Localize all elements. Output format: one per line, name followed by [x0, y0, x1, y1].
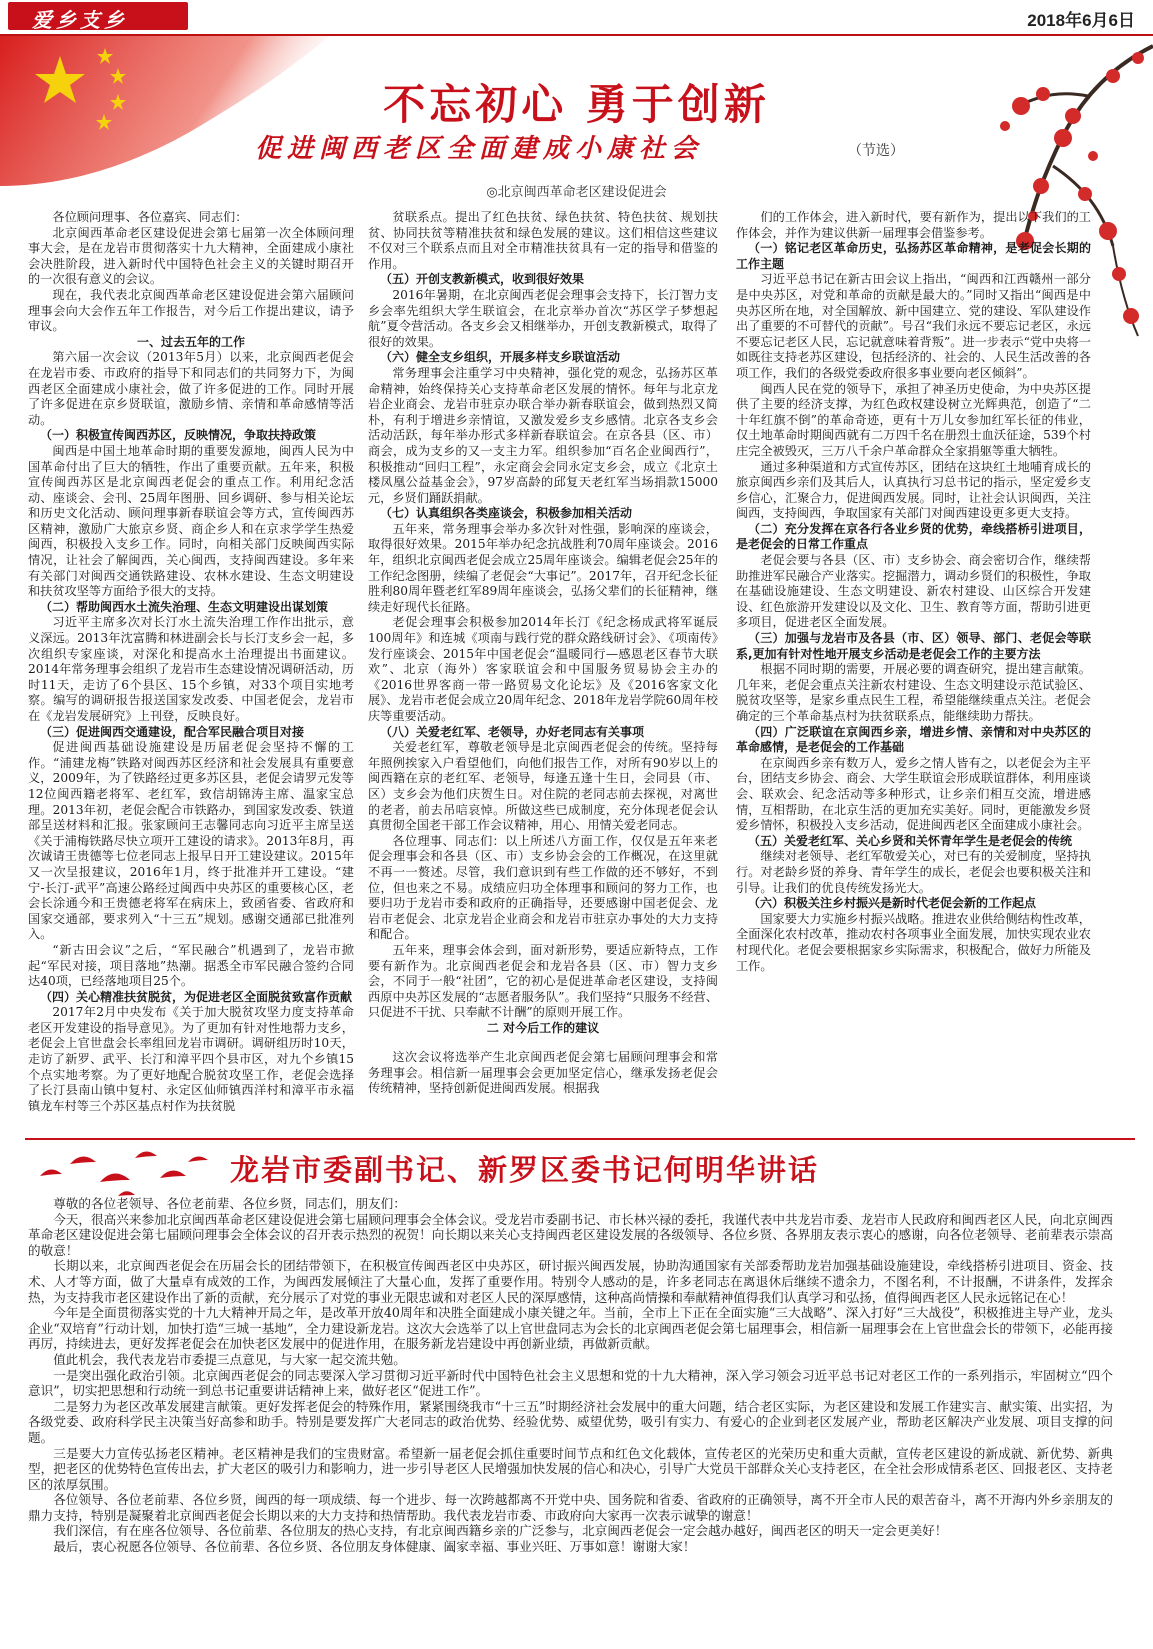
speech-paragraph: 各位领导、各位老前辈、各位乡贤，闽西的每一项成绩、每一个进步、每一次跨越都离不开党中央、国务院和省委、省政府的正确领导，离不开全市人民的艰苦奋斗，离不开海内外乡亲朋友的鼎力支持，特别是凝聚着北京闽西老促会长期以来的大力支持和热情帮助。我代表龙岩市委、市政府向大家再一次表示诚挚的谢意！	[28, 1492, 1113, 1523]
paragraph: 习近平主席多次对长汀水土流失治理工作作出批示，意义深远。2013年沈富腾和林进副会长与长汀支乡会一起，多次组织专家座谈，对深化和提高水土治理提出书面建议。2014年常务理事会组织了龙岩市生态建设情况调研活动，历时11天，走访了6个县区、15个乡镇，对33个项目实地考察。编写的调研报告报送国家发改委、中国老促会，龙岩市在《龙岩发展研究》上刊登，反映良好。	[28, 615, 354, 723]
section-heading: （一）积极宣传闽西苏区，反映情况，争取扶持政策	[40, 428, 317, 443]
paragraph: 国家要大力实施乡村振兴战略。推进农业供给侧结构性改革，全面深化农村改革，推动农村各项事业全面发展，加快实现农业农村现代化。老促会要根据家乡实际需求，积极配合，做好力所能及工作。	[736, 911, 1091, 973]
issue-date: 2018年6月6日	[1027, 11, 1135, 30]
section-name: 爱乡支乡	[32, 8, 128, 32]
section-heading: 一、过去五年的工作	[136, 334, 245, 349]
section-heading: （八）关爱老红军、老领导，办好老同志有关事项	[380, 724, 645, 739]
section-heading: （六）健全支乡组织，开展多样支乡联谊活动	[380, 350, 621, 365]
section-heading: （二）帮助闽西水土流失治理、生态文明建设出谋划策	[40, 599, 329, 614]
article-column-2	[368, 210, 718, 1080]
speech-paragraph: 最后，衷心祝愿各位领导、各位前辈、各位乡贤、各位朋友身体健康、阖家幸福、事业兴旺、万事如意！谢谢大家！	[53, 1539, 696, 1555]
paragraph: 关爱老红军，尊敬老领导是北京闽西老促会的传统。坚持每年照例挨家入户看望他们，向他们报告工作，对所有90岁以上的闽西籍在京的老红军、老领导，每逢五逢十生日，会同县（市、区）支乡会为他们庆贺生日。对住院的老同志前去探视，对离世的老者，前去吊唁哀悼。所做这些已成制度，充分体现老促会认真贯彻全国老干部工作会议精神，用心、用情关爱老同志。	[368, 740, 718, 833]
paragraph: 2016年暑期，在北京闽西老促会理事会支持下，长汀智力支乡会率先组织大学生联谊会，在北京举办首次“苏区学子梦想起航”夏令营活动。各支乡会又相继举办，开创支教新模式，取得了很好的效果。	[368, 287, 718, 349]
paragraph: 常务理事会注重学习中央精神，强化党的观念，弘扬苏区革命精神，始终保持关心支持革命老区发展的情怀。每年与北京龙岩企业商会、龙岩市驻京办联合举办新春联谊会，做到热烈又简朴，有利于增进乡亲情谊，又激发爱乡支乡感情。北京各支乡会活动活跃，每年举办形式多样新春联谊会。在京各县（区、市）商会，成为支乡的又一支主力军。组织参加“百名企业闽西行”，积极推动“回归工程”，永定商会会同永定支乡会，成立《北京土楼凤凰公益基金会》，97岁高龄的邱复天老红军当场捐款15000元，乡贤们踊跃捐献。	[368, 365, 718, 505]
speech-paragraph: 今年是全面贯彻落实党的十九大精神开局之年，是改革开放40周年和决胜全面建成小康关键之年。当前，全市上下正在全面实施“三大战略”、深入打好“三大战役”，积极推进主导产业，龙头企业“双培育”行动计划，加快打造“三城一基地”，全力建设新龙岩。这次大会选举了以上官世盘同志为会长的北京闽西老促会第七届理事会，相信新一届理事会在上官世盘会长的带领下，必能再接再厉，持续进去，更好发挥老促会在加快老区发展中的促进作用，在服务新龙岩建设中再创新业绩，再做新贡献。	[28, 1305, 1113, 1352]
paragraph: 在京闽西乡亲有数万人，爱乡之情人皆有之，以老促会为主平台，团结支乡协会、商会、大学生联谊会形成联谊群体，利用座谈会、联欢会、纪念活动等多种形式，让乡亲们相互交流，增进感情，互相帮助，在北京生活的更加充实美好。同时，更能激发乡贤爱乡情怀，积极投入支乡活动，促进闽西老区全面建成小康社会。	[736, 755, 1091, 833]
paragraph: 2017年2月中央发布《关于加大脱贫攻坚力度支持革命老区开发建设的指导意见》。为了更加有针对性地帮力支乡，老促会上官世盘会长率组回龙岩市调研。调研组历时10天，走访了新罗、武平、长汀和漳平四个县市区，对九个乡镇15个点实地考察。为了更好地配合脱贫攻坚工作，老促会选择了长汀县南山镇中复村、永定区仙师镇西洋村和漳平市永福镇龙车村等三个苏区基点村作为扶贫脱	[28, 1005, 354, 1113]
article-byline: ◎北京闽西革命老区建设促进会	[486, 185, 667, 200]
speech-title: 龙岩市委副书记、新罗区委书记何明华讲话	[230, 1153, 820, 1187]
article-column-1	[28, 210, 354, 1130]
paragraph: 习近平总书记在新古田会议上指出，“闽西和江西赣州一部分是中央苏区，对党和革命的贡献是最大的。”同时又指出“闽西是中央苏区所在地，对全国解放、新中国建立、党的建设、军队建设作出了重要的不可替代的贡献”。号召“我们永远不要忘记老区，永远不要忘记老区人民，忘记就意味着背叛”。进一步表示“党中央将一如既往支持老苏区建设，包括经济的、社会的、人民生活改善的各项工作，我们的各级党委政府很多事业要向老区倾斜”。	[736, 272, 1091, 380]
section-heading: （四）关心精准扶贫脱贫，为促进老区全面脱贫致富作贡献	[40, 989, 353, 1004]
article-title: 不忘初心 勇于创新	[383, 80, 770, 129]
article-column-2-tail	[368, 1050, 718, 1097]
section-heading: （一）铭记老区革命历史，弘扬苏区革命精神，是老促会长期的工作主题	[736, 241, 1091, 271]
paragraph: 北京闽西革命老区建设促进会第七届第一次全体顾问理事大会，是在龙岩市贯彻落实十九大精神，全面建成小康社会决胜阶段，进入新时代中国特色社会主义的关键时期召开的一次很有意义的会议。	[28, 225, 354, 287]
speech-body	[28, 1196, 1113, 1555]
paragraph: 闽西是中国土地革命时期的重要发源地，闽西人民为中国革命付出了巨大的牺牲，作出了重要贡献。五年来，积极宣传闽西苏区是北京闽西老促会的重点工作。利用纪念活动、座谈会、会刊、25周年图册、回乡调研、参与相关论坛和历史文化活动、顾问理事新春联谊会等方式，宣传闽西苏区精神，激励广大旅京乡贤、商企乡人和在京求学学生热爱闽西，积极投入支乡工作。同时，向相关部门反映闽西实际情况，让社会了解闽西，关心闽西，支持闽西建设。多年来有关部门对闽西交通铁路建设、农林水建设、生态文明建设和扶贫攻坚等方面给予很大的支持。	[28, 443, 354, 599]
paragraph: 根据不同时期的需要，开展必要的调查研究，提出建言献策。几年来，老促会重点关注新农村建设、生态文明建设示范试验区、脱贫攻坚等，是家乡重点民生工程，希望能继续重点关注。老促会确定的三个革命基点村为扶贫联系点，能继续助力帮扶。	[736, 662, 1091, 723]
paragraph: 闽西人民在党的领导下，承担了神圣历史使命，为中央苏区提供了主要的经济支撑，为红色政权建设树立光辉典范，创造了“二十年红旗不倒”的革命奇迹，更有十万儿女参加红军长征的伟业，仅土地革命时期闽西就有二万四千名在册烈士血沃征途，539个村庄完全被毁灭，三万八千余户革命群众全家捐躯等重大牺牲。	[736, 381, 1091, 458]
section-heading: （五）开创支教新模式，收到很好效果	[380, 272, 585, 287]
section-heading: 二 对今后工作的建议	[486, 1020, 600, 1035]
paragraph: 各位理事、同志们：以上所述八方面工作，仅仅是五年来老促会理事会和各县（区、市）支乡协会会的工作概况，在这里就不再一一赘述。尽管，我们意识到有些工作做的还不够好，不到位，但也来之不易。成绩应归功全体理事和顾问的努力工作，也要归功于龙岩市委和政府的正确指导，还要感谢中国老促会、龙岩市老促会、北京龙岩企业商会和龙岩市驻京办事处的大力支持和配合。	[368, 833, 718, 942]
section-heading: （六）积极关注乡村振兴是新时代老促会新的工作起点	[748, 896, 1037, 911]
speech-paragraph: 长期以来，北京闽西老促会在历届会长的团结带领下，在积极宣传闽西老区中央苏区，研讨振兴闽西发展，协助沟通国家有关部委帮助龙岩加强基础设施建设，牵线搭桥引进项目、资金、技术、人才等方面，做了大量卓有成效的工作，为闽西发展倾注了大量心血，发挥了重要作用。特别令人感动的是，许多老同志在离退休后继续不遗余力，不图名利，不计报酬，不讲条件，发挥余热，为支持我市老区建设作出了新的贡献，充分展示了对党的事业无限忠诚和对老区人民的深厚感情，这种高尚情操和奉献精神值得我们认真学习和弘扬，值得闽西老区人民永远铭记在心！	[28, 1258, 1113, 1305]
speech-paragraph: 我们深信，有在座各位领导、各位前辈、各位朋友的热心支持，有北京闽西籍乡亲的广泛参与，北京闽西老促会一定会越办越好，闽西老区的明天一定会更美好！	[53, 1523, 948, 1539]
article-column-3	[736, 210, 1091, 1110]
paragraph: 五年来，理事会体会到，面对新形势，要适应新特点，工作要有新作为。北京闽西老促会和龙岩各县（区、市）智力支乡会，不同于一般“社团”，它的初心是促进革命老区建设，支持闽西原中央苏区发展的“志愿者服务队”。我们坚持“只服务不经营、只促进不干扰、只奉献不计酬”的原则开展工作。	[368, 942, 718, 1020]
speech-paragraph: 一是突出强化政治引领。北京闽西老促会的同志要深入学习贯彻习近平新时代中国特色社会主义思想和党的十九大精神，深入学习领会习近平总书记对老区工作的一系列指示，牢固树立“四个意识”，切实把思想和行动统一到总书记重要讲话精神上来，做好老区“促进工作”。	[28, 1367, 1113, 1399]
paragraph: 们的工作体会，进入新时代，要有新作为，提出以下我们的工作体会，并作为建议供新一届理事会借鉴参考。	[736, 210, 1091, 240]
section-heading: （三）促进闽西交通建设，配合军民融合项目对接	[40, 724, 305, 739]
paragraph: 老促会理事会积极参加2014年长汀《纪念杨成武将军诞辰100周年》和连城《项南与践行党的群众路线研讨会》、《项南传》发行座谈会、2015年中国老促会“温暖同行—感恩老区春节大联欢”、北京（海外）客家联谊会和中国服务贸易协会主办的《2016世界客商一带一路贸易文化论坛》及《2016客家文化展》、龙岩市老促会成立20周年纪念、2018年龙岩学院60周年校庆等重要活动。	[368, 615, 718, 723]
speech-paragraph: 值此机会，我代表龙岩市委提三点意见，与大家一起交流共勉。	[53, 1351, 406, 1367]
paragraph: 第六届一次会议（2013年5月）以来，北京闽西老促会在龙岩市委、市政府的指导下和同志们的共同努力下，为闽西老区全面建成小康社会，做了许多促进的工作。同时开展了许多促进在京乡贤联谊，激励乡情、亲情和革命感情等活动。	[28, 350, 354, 427]
paragraph: 促进闽西基础设施建设是历届老促会坚持不懈的工作。“浦建龙梅”铁路对闽西苏区经济和社会发展具有重要意义，2009年，为了铁路经过更多苏区县，老促会请罗元发等12位闽西籍老将军、老红军，致信胡锦涛主席、温家宝总理。2013年初，老促会配合市铁路办，到国家发改委、铁道部呈送材料和汇报。张家顾问王志馨同志向习近平主席呈送《关于浦梅铁路尽快立项开工建设的请求》。2013年8月，再次诚请王贵德等七位老同志上报早日开工建设建议。2015年又一次呈报建议，2016年1月，终于批准并开工建设。“建宁-长汀-武平”高速公路经过闽西中央苏区的重要核心区，老会长涂通今和王贵德老将军在病床上，致函省委、省政府和国家交通部，要求列入“十三五”规划。感谢交通部已批准列入。	[28, 740, 354, 942]
article-subtitle: 促进闽西老区全面建成小康社会	[255, 134, 704, 164]
section-heading: （二）充分发挥在京各行各业乡贤的优势，牵线搭桥引进项目，是老促会的日常工作重点	[736, 521, 1091, 552]
section-heading: （四）广泛联谊在京闽西乡亲，增进乡情、亲情和对中央苏区的革命感情，是老促会的工作基础	[736, 724, 1091, 755]
paragraph: 通过多种渠道和方式宣传苏区，团结在这块红土地哺育成长的旅京闽西乡亲们及其后人，认真执行习总书记的指示，坚定爱乡支乡信心，汇聚合力，促进闽西发展。同时，让社会认识闽西，关注闽西，支持闽西，争取国家有关部门对闽西建设更多更大支持。	[736, 459, 1091, 521]
speech-paragraph: 尊敬的各位老领导、各位老前辈、各位乡贤，同志们，朋友们：	[53, 1196, 406, 1211]
paragraph: 这次会议将选举产生北京闽西老促会第七届顾问理事会和常务理事会。相信新一届理事会会更加坚定信心，继承发扬老促会传统精神，坚持创新促进闽西发展。根据我	[368, 1050, 718, 1096]
page-header	[0, 0, 1153, 36]
speech-paragraph: 今天，很高兴来参加北京闽西革命老区建设促进会第七届顾问理事会全体会议。受龙岩市委副书记、市长林兴禄的委托，我谨代表中共龙岩市委、龙岩市人民政府和闽西老区人民，向北京闽西革命老区建设促进会第七届顾问理事会全体会议的召开表示热烈的祝贺！向长期以来关心支持闽西老区建设发展的各级领导、各位乡贤、各界朋友表示衷心的感谢，向各位老领导、老前辈表示崇高的敬意！	[28, 1211, 1113, 1258]
section-heading: （七）认真组织各类座谈会，积极参加相关活动	[380, 506, 633, 521]
speech-paragraph: 三是要大力宣传弘扬老区精神。老区精神是我们的宝贵财富。希望新一届老促会抓住重要时间节点和红色文化载体，宣传老区的光荣历史和重大贡献，宣传老区建设的新成就、新优势、新典型，把老区的优势特色宣传出去，扩大老区的吸引力和影响力，进一步引导老区人民增强加快发展的信心和决心，引导广大党员干部群众关心支持老区，在全社会形成情系老区、回报老区、支持老区的浓厚氛围。	[28, 1445, 1113, 1492]
paragraph: “新古田会议”之后，“军民融合”机遇到了，龙岩市掀起“军民对接，项目落地”热潮。据悉全市军民融合签约合同达40项，已经落地项目25个。	[28, 942, 354, 989]
section-tag	[8, 2, 188, 30]
paragraph: 贫联系点。提出了红色扶贫、绿色扶贫、特色扶贫、规划扶贫、协同扶贫等精准扶贫和绿色发展的建议。这们相信这些建议不仅对三个联系点而且对全市精准扶贫具有一定的指导和借鉴的作用。	[368, 210, 718, 271]
paragraph: 现在，我代表北京闽西革命老区建设促进会第六届顾问理事会向大会作五年工作报告，对今后工作提出建议，请予审议。	[28, 287, 354, 334]
section-heading: （三）加强与龙岩市及各县（市、区）领导、部门、老促会等联系,更加有针对性地开展支乡活动是老促会工作的主要方法	[736, 631, 1091, 661]
paragraph: 老促会要与各县（区、市）支乡协会、商会密切合作，继续帮助推进军民融合产业落实。挖掘潜力，调动乡贤们的积极性，争取在基础设施建设、生态文明建设、新农村建设、山区综合开发建设、红色旅游开发建设以及文化、卫生、教育等方面，帮助引进更多项目，促进老区全面发展。	[736, 553, 1091, 630]
section-heading: （五）关爱老红军、关心乡贤和关怀青年学生是老促会的传统	[748, 833, 1073, 848]
paragraph: 继续对老领导、老红军敬爱关心，对已有的关爱制度，坚持执行。对老龄乡贤的养身、青年学生的成长，老促会也要积极关注和引导。让我们的优良传统发扬光大。	[736, 849, 1091, 895]
section-divider	[25, 1138, 1135, 1140]
paragraph: 各位顾问理事、各位嘉宾、同志们：	[52, 210, 248, 224]
paragraph: 五年来，常务理事会举办多次针对性强，影响深的座谈会，取得很好效果。2015年举办纪念抗战胜利70周年座谈会。2016年，组织北京闽西老促会成立25周年座谈会。编辑老促会25年的工作纪念图册，续编了老促会“大事记”。2017年，召开纪念长征胜利80周年暨老红军89周年座谈会，弘扬父辈们的长征精神，继续走好现代长征路。	[368, 521, 718, 614]
speech-paragraph: 二是努力为老区改革发展建言献策。更好发挥老促会的特殊作用，紧紧围绕我市“十三五”时期经济社会发展中的重大问题，结合老区实际，为老区建设和发展工作建实言、献实策、出实招，为各级党委、政府科学民主决策当好高参和助手。特别是要发挥广大老同志的政治优势、经验优势、威望优势，吸引有实力、有爱心的企业到老区发展产业，帮助老区解决产业发展、项目支撑的问题。	[28, 1398, 1113, 1445]
article-note: （节选）	[848, 143, 904, 159]
